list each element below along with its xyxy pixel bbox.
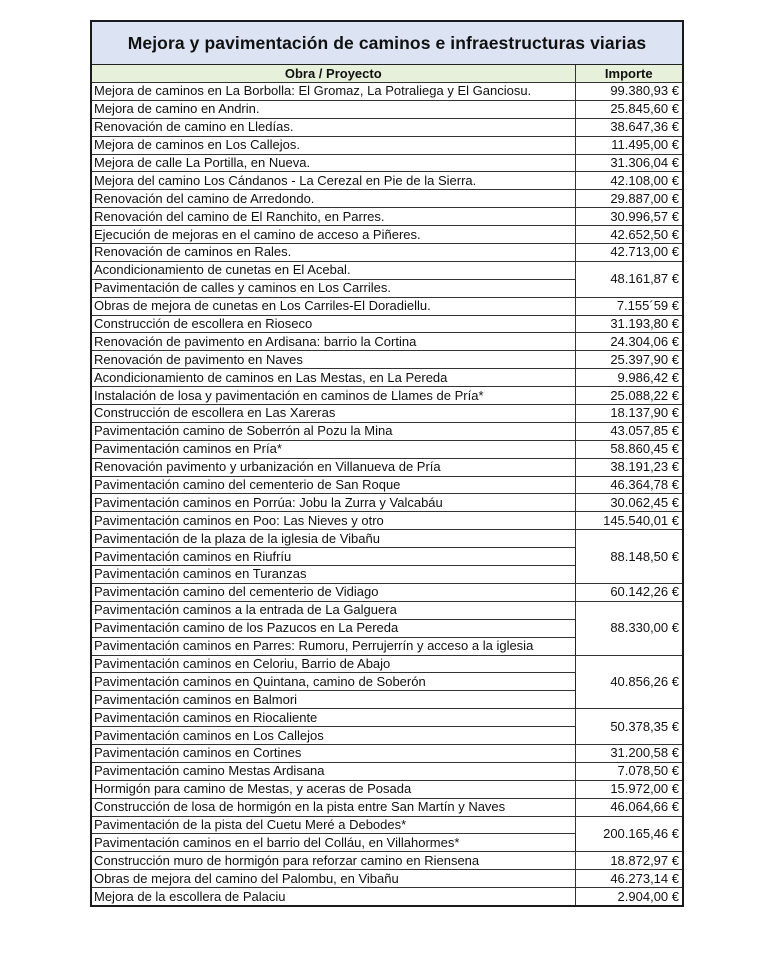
amount-cell: 31.193,80 €	[575, 315, 682, 333]
table-row	[92, 798, 682, 816]
project-cell: Pavimentación caminos a la entrada de La Galguera	[92, 601, 575, 619]
table-row	[92, 458, 682, 476]
table-row	[92, 315, 682, 333]
amount-cell: 25.397,90 €	[575, 351, 682, 369]
amount-cell: 2.904,00 €	[575, 888, 682, 906]
project-cell: Instalación de losa y pavimentación en caminos de Llames de Pría*	[92, 387, 575, 405]
amount-cell: 31.306,04 €	[575, 154, 682, 172]
amount-cell: 60.142,26 €	[575, 583, 682, 601]
project-cell: Mejora de camino en Andrin.	[92, 100, 575, 118]
table-body	[92, 83, 682, 906]
table-row	[92, 405, 682, 423]
project-cell: Hormigón para camino de Mestas, y aceras de Posada	[92, 780, 575, 798]
project-cell: Pavimentación caminos en Pría*	[92, 440, 575, 458]
table-row	[92, 494, 682, 512]
project-cell: Pavimentación camino de los Pazucos en La Pereda	[92, 619, 575, 637]
project-cell: Pavimentación caminos en Los Callejos	[92, 727, 575, 745]
table-row	[92, 261, 682, 279]
project-cell: Renovación pavimento y urbanización en Villanueva de Pría	[92, 458, 575, 476]
project-cell: Pavimentación caminos en Riocaliente	[92, 709, 575, 727]
project-cell: Pavimentación de la pista del Cuetu Meré a Debodes*	[92, 816, 575, 834]
project-cell: Construcción de escollera en Rioseco	[92, 315, 575, 333]
table-row	[92, 762, 682, 780]
table-row	[92, 655, 682, 673]
table-row	[92, 888, 682, 906]
project-cell: Pavimentación camino del cementerio de Vidiago	[92, 583, 575, 601]
project-cell: Pavimentación caminos en el barrio del Colláu, en Villahormes*	[92, 834, 575, 852]
amount-cell: 58.860,45 €	[575, 440, 682, 458]
table-row	[92, 440, 682, 458]
table-row	[92, 816, 682, 834]
amount-cell: 29.887,00 €	[575, 190, 682, 208]
table-row	[92, 870, 682, 888]
amount-cell: 42.652,50 €	[575, 226, 682, 244]
project-cell: Mejora de caminos en Los Callejos.	[92, 136, 575, 154]
table-row	[92, 172, 682, 190]
table-row	[92, 780, 682, 798]
amount-cell: 15.972,00 €	[575, 780, 682, 798]
works-table	[92, 65, 682, 905]
amount-cell: 46.364,78 €	[575, 476, 682, 494]
amount-cell: 46.273,14 €	[575, 870, 682, 888]
works-table-container	[90, 20, 684, 907]
table-row	[92, 154, 682, 172]
table-header-row	[92, 65, 682, 83]
project-cell: Renovación del camino de El Ranchito, en Parres.	[92, 208, 575, 226]
project-cell: Mejora de la escollera de Palaciu	[92, 888, 575, 906]
project-cell: Pavimentación caminos en Quintana, camino de Soberón	[92, 673, 575, 691]
amount-cell: 7.155´59 €	[575, 297, 682, 315]
table-row	[92, 244, 682, 262]
project-cell: Mejora de caminos en La Borbolla: El Gromaz, La Potraliega y El Ganciosu.	[92, 83, 575, 101]
amount-cell: 200.165,46 €	[575, 816, 682, 852]
project-cell: Pavimentación caminos en Cortines	[92, 744, 575, 762]
project-cell: Ejecución de mejoras en el camino de acceso a Piñeres.	[92, 226, 575, 244]
table-row	[92, 709, 682, 727]
project-cell: Pavimentación caminos en Poo: Las Nieves y otro	[92, 512, 575, 530]
project-cell: Pavimentación camino del cementerio de San Roque	[92, 476, 575, 494]
table-row	[92, 512, 682, 530]
table-row	[92, 118, 682, 136]
project-cell: Pavimentación de calles y caminos en Los Carriles.	[92, 279, 575, 297]
table-row	[92, 83, 682, 101]
amount-cell: 40.856,26 €	[575, 655, 682, 709]
project-cell: Renovación del camino de Arredondo.	[92, 190, 575, 208]
amount-cell: 9.986,42 €	[575, 369, 682, 387]
table-row	[92, 190, 682, 208]
table-row	[92, 136, 682, 154]
amount-cell: 50.378,35 €	[575, 709, 682, 745]
column-header-project: Obra / Proyecto	[92, 65, 575, 83]
project-cell: Acondicionamiento de caminos en Las Mestas, en La Pereda	[92, 369, 575, 387]
amount-cell: 18.872,97 €	[575, 852, 682, 870]
amount-cell: 38.191,23 €	[575, 458, 682, 476]
project-cell: Pavimentación camino de Soberrón al Pozu la Mina	[92, 422, 575, 440]
project-cell: Pavimentación caminos en Porrúa: Jobu la Zurra y Valcabáu	[92, 494, 575, 512]
table-row	[92, 369, 682, 387]
table-row	[92, 351, 682, 369]
project-cell: Pavimentación caminos en Parres: Rumoru, Perrujerrín y acceso a la iglesia	[92, 637, 575, 655]
project-cell: Pavimentación camino Mestas Ardisana	[92, 762, 575, 780]
column-header-amount: Importe	[575, 65, 682, 83]
amount-cell: 88.330,00 €	[575, 601, 682, 655]
amount-cell: 24.304,06 €	[575, 333, 682, 351]
project-cell: Mejora de calle La Portilla, en Nueva.	[92, 154, 575, 172]
project-cell: Renovación de camino en Lledías.	[92, 118, 575, 136]
project-cell: Acondicionamiento de cunetas en El Acebal.	[92, 261, 575, 279]
project-cell: Pavimentación caminos en Celoriu, Barrio de Abajo	[92, 655, 575, 673]
table-row	[92, 100, 682, 118]
amount-cell: 30.062,45 €	[575, 494, 682, 512]
table-row	[92, 208, 682, 226]
table-row	[92, 583, 682, 601]
table-row	[92, 601, 682, 619]
table-row	[92, 226, 682, 244]
project-cell: Construcción de losa de hormigón en la pista entre San Martín y Naves	[92, 798, 575, 816]
project-cell: Obras de mejora del camino del Palombu, en Vibañu	[92, 870, 575, 888]
amount-cell: 99.380,93 €	[575, 83, 682, 101]
project-cell: Renovación de caminos en Rales.	[92, 244, 575, 262]
amount-cell: 88.148,50 €	[575, 530, 682, 584]
table-row	[92, 530, 682, 548]
table-row	[92, 297, 682, 315]
table-row	[92, 387, 682, 405]
project-cell: Mejora del camino Los Cándanos - La Cerezal en Pie de la Sierra.	[92, 172, 575, 190]
amount-cell: 38.647,36 €	[575, 118, 682, 136]
amount-cell: 48.161,87 €	[575, 261, 682, 297]
amount-cell: 31.200,58 €	[575, 744, 682, 762]
amount-cell: 43.057,85 €	[575, 422, 682, 440]
table-title: Mejora y pavimentación de caminos e infraestructuras viarias	[92, 22, 682, 65]
amount-cell: 46.064,66 €	[575, 798, 682, 816]
table-row	[92, 476, 682, 494]
project-cell: Construcción muro de hormigón para reforzar camino en Riensena	[92, 852, 575, 870]
amount-cell: 145.540,01 €	[575, 512, 682, 530]
table-row	[92, 422, 682, 440]
project-cell: Renovación de pavimento en Naves	[92, 351, 575, 369]
amount-cell: 30.996,57 €	[575, 208, 682, 226]
project-cell: Pavimentación caminos en Balmori	[92, 691, 575, 709]
amount-cell: 42.108,00 €	[575, 172, 682, 190]
table-row	[92, 333, 682, 351]
project-cell: Pavimentación caminos en Riufríu	[92, 548, 575, 566]
amount-cell: 7.078,50 €	[575, 762, 682, 780]
table-row	[92, 744, 682, 762]
amount-cell: 25.088,22 €	[575, 387, 682, 405]
table-row	[92, 852, 682, 870]
project-cell: Renovación de pavimento en Ardisana: barrio la Cortina	[92, 333, 575, 351]
amount-cell: 11.495,00 €	[575, 136, 682, 154]
amount-cell: 25.845,60 €	[575, 100, 682, 118]
project-cell: Construcción de escollera en Las Xareras	[92, 405, 575, 423]
amount-cell: 42.713,00 €	[575, 244, 682, 262]
project-cell: Pavimentación caminos en Turanzas	[92, 566, 575, 584]
amount-cell: 18.137,90 €	[575, 405, 682, 423]
project-cell: Obras de mejora de cunetas en Los Carriles-El Doradiellu.	[92, 297, 575, 315]
project-cell: Pavimentación de la plaza de la iglesia de Vibañu	[92, 530, 575, 548]
